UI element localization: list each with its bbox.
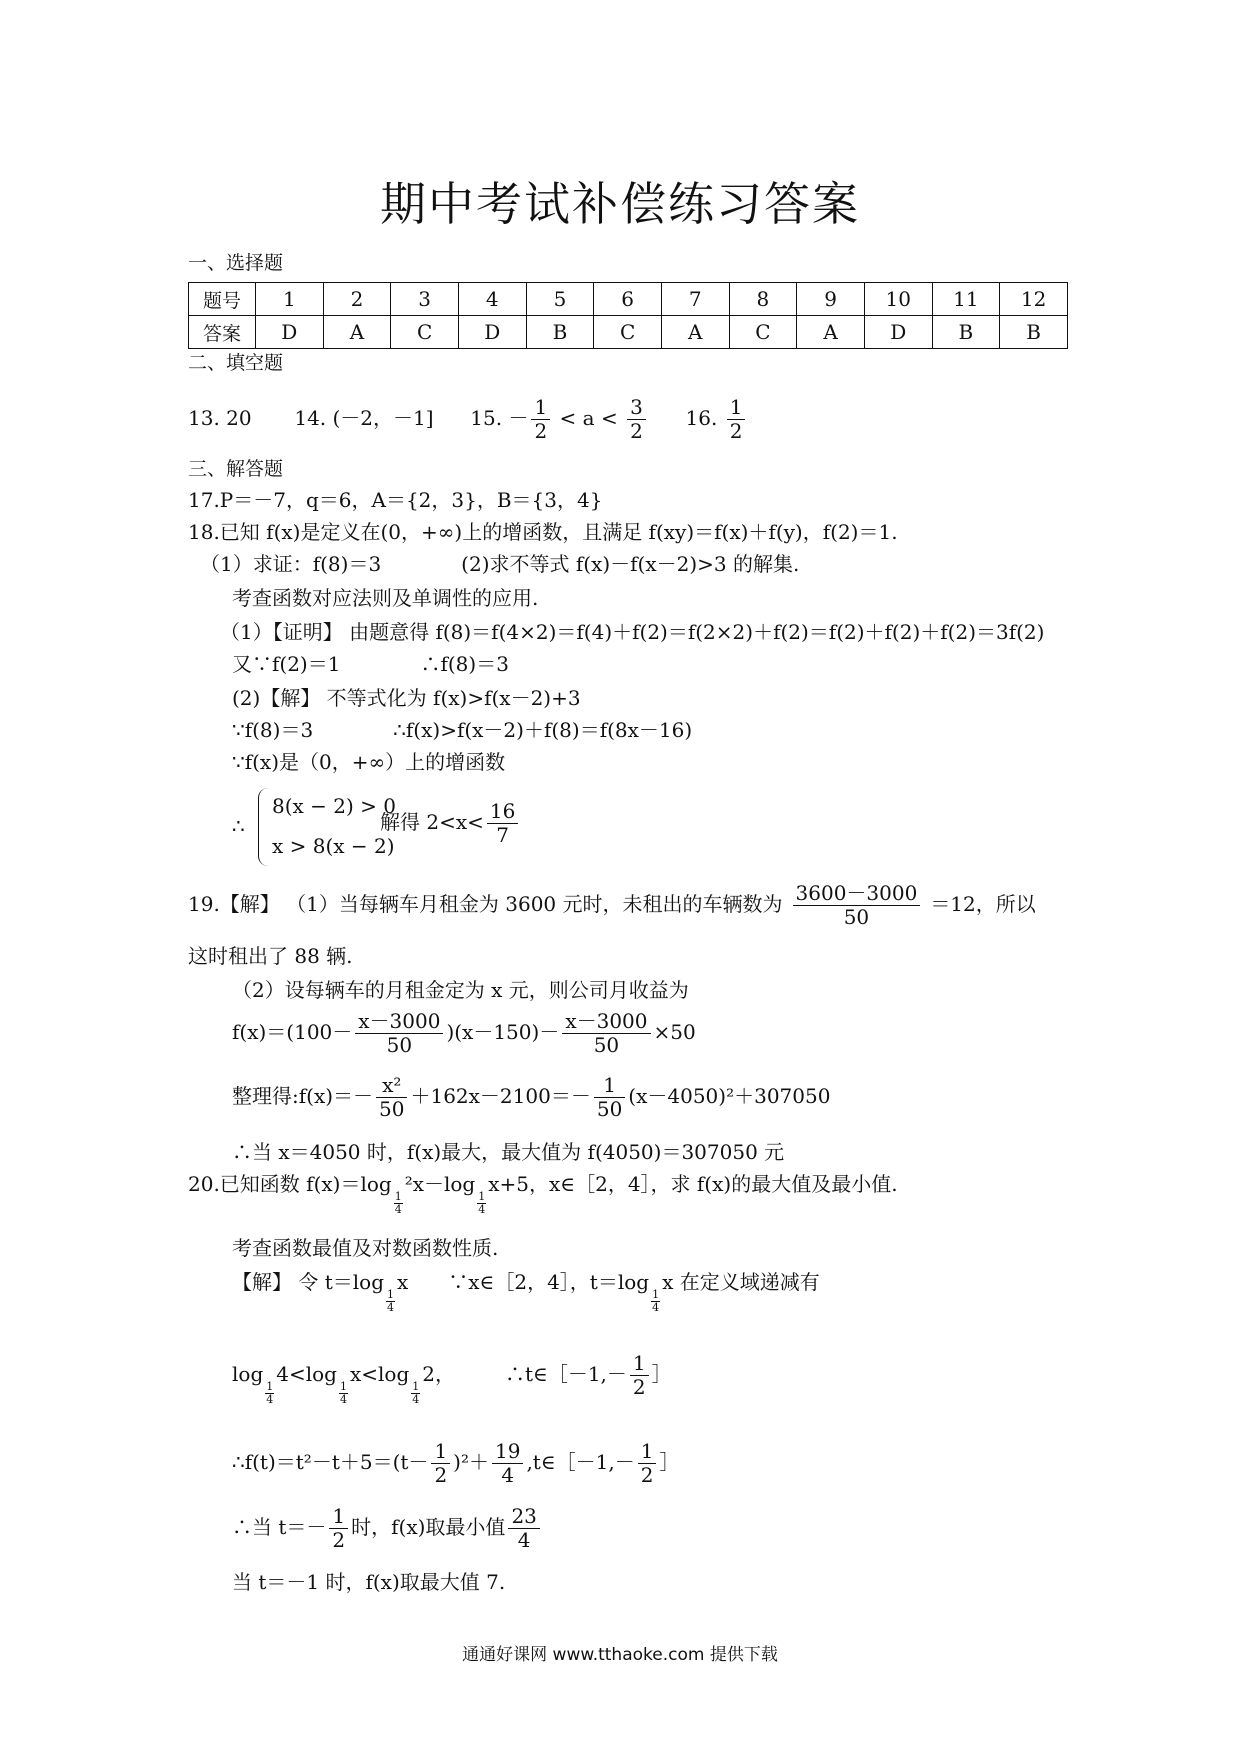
log-base: $\frac{1}{4}$ <box>387 1288 394 1314</box>
solution-19-max: ∴当 x＝4050 时，f(x)最大，最大值为 f(4050)＝307050 元 <box>232 1140 785 1164</box>
log-base: $\frac{1}{4}$ <box>652 1288 660 1314</box>
fraction: $\frac{1}{2}$ <box>630 1352 649 1399</box>
table-cell: 8 <box>729 283 797 316</box>
solution-20-line3: ∴f(t)＝t²－t＋5＝(t－ $\frac{1}{2}$ )²＋ $\frac{19}{4}$ ,t∈［－1,－ $\frac{1}{2}$ ］ <box>232 1439 680 1487</box>
solution-18: (2)【解】 不等式化为 f(x)>f(x－2)+3 <box>232 686 581 710</box>
solution-18-result: 解得 2<x< $\frac{16}{7}$ <box>380 800 521 847</box>
problem-20: 20.已知函数 f(x)＝log $\frac{1}{4}$ ²x－log $\frac{1}{4}$ x+5，x∈［2，4］，求 f(x)的最大值及最小值. <box>188 1172 898 1216</box>
table-head-number: 题号 <box>189 283 256 316</box>
table-cell: 4 <box>458 283 526 316</box>
solution-19-formula: f(x)＝(100－ $\frac{x-3000}{50}$ )(x－150)－ $\frac{x-3000}{50}$ ×50 <box>232 1009 696 1057</box>
table-cell: 6 <box>594 283 662 316</box>
solution-19-line1: 19.【解】 （1）当每辆车月租金为 3600 元时，未租出的车辆数为 $\frac{3600-3000}{50}$ ＝12，所以 <box>188 881 1036 929</box>
section-choice: 一、选择题 <box>188 252 284 274</box>
fill-q15-label: 15. － <box>470 406 529 430</box>
table-cell: A <box>797 316 865 349</box>
solution-20-min: ∴当 t＝－ $\frac{1}{2}$ 时，f(x)取最小值 $\frac{23}{4}$ <box>232 1505 543 1552</box>
fill-answers <box>188 396 748 443</box>
fraction: $\frac{\text{x²}}{50}$ <box>376 1074 407 1121</box>
fraction: $\frac{1}{2}$ <box>638 1440 657 1487</box>
table-cell: 7 <box>661 283 729 316</box>
table-cell: 9 <box>797 283 865 316</box>
log-base: $\frac{1}{4}$ <box>478 1190 486 1216</box>
fill-q14: 14. (－2，－1] <box>294 406 434 430</box>
table-cell: B <box>526 316 594 349</box>
page-title: 期中考试补偿练习答案 <box>380 177 860 231</box>
solution-20-line1: 【解】 令 t＝log $\frac{1}{4}$ x ∵x∈［2，4］，t＝log $\frac{1}{4}$ x 在定义域递减有 <box>232 1270 820 1314</box>
table-cell: D <box>458 316 526 349</box>
fraction: $\frac{19}{4}$ <box>492 1440 523 1487</box>
fill-q16-label: 16. <box>685 406 718 430</box>
table-row-answers <box>189 316 1068 349</box>
fraction: $\frac{1}{2}$ <box>431 1440 450 1487</box>
answer-17: 17.P＝－7，q＝6，A＝{2，3}，B＝{3，4} <box>188 488 603 512</box>
log-base: $\frac{1}{4}$ <box>412 1380 420 1406</box>
table-cell: 5 <box>526 283 594 316</box>
fraction: $\frac{3}{2}$ <box>627 396 646 443</box>
fraction: $\frac{23}{4}$ <box>508 1505 539 1552</box>
solution-18-c: ∵f(x)是（0，+∞）上的增函数 <box>232 750 506 774</box>
table-row-numbers <box>189 283 1068 316</box>
proof-18-b: 又∵f(2)＝1 ∴f(8)＝3 <box>232 652 509 676</box>
table-cell: 2 <box>323 283 391 316</box>
table-cell: C <box>594 316 662 349</box>
fraction: $\frac{3600-3000}{50}$ <box>793 882 921 929</box>
fraction: $\frac{x-3000}{50}$ <box>562 1010 650 1057</box>
table-cell: 1 <box>256 283 324 316</box>
proof-18: （1）【证明】 由题意得 f(8)＝f(4×2)＝f(4)＋f(2)＝f(2×2)＋f(2)＝f(2)＋f(2)＋f(2)＝3f(2) <box>220 620 1045 644</box>
table-cell: B <box>1000 316 1068 349</box>
fraction: $\frac{x-3000}{50}$ <box>355 1010 443 1057</box>
section-solution: 三、解答题 <box>188 458 284 480</box>
note-18: 考查函数对应法则及单调性的应用. <box>232 586 539 610</box>
fill-q13: 13. 20 <box>188 406 252 430</box>
table-cell: C <box>729 316 797 349</box>
answer-table <box>188 282 1068 349</box>
fraction: $\frac{1}{2}$ <box>329 1505 348 1552</box>
problem-18-parts: （1）求证：f(8)＝3 (2)求不等式 f(x)－f(x－2)>3 的解集. <box>200 552 800 576</box>
table-cell: 11 <box>932 283 1000 316</box>
therefore-symbol: ∴ <box>232 814 245 838</box>
log-base: $\frac{1}{4}$ <box>339 1380 347 1406</box>
table-cell: A <box>323 316 391 349</box>
fraction: $\frac{16}{7}$ <box>487 800 518 847</box>
table-cell: 12 <box>1000 283 1068 316</box>
fraction: $\frac{1}{50}$ <box>594 1074 625 1121</box>
system-line-1: 8(x − 2) > 0 <box>272 794 397 818</box>
fill-q15-mid: < a < <box>559 406 618 430</box>
fraction: $\frac{1}{2}$ <box>727 396 746 443</box>
section-fill: 二、填空题 <box>188 352 284 374</box>
table-cell: A <box>661 316 729 349</box>
brace <box>258 788 269 866</box>
fraction: $\frac{1}{2}$ <box>531 396 550 443</box>
solution-20-max: 当 t＝－1 时，f(x)取最大值 7. <box>232 1570 506 1594</box>
table-cell: C <box>391 316 459 349</box>
solution-19-line3: （2）设每辆车的月租金定为 x 元，则公司月收益为 <box>232 978 689 1002</box>
solution-19-line2: 这时租出了 88 辆. <box>188 944 353 968</box>
table-head-answer: 答案 <box>189 316 256 349</box>
table-cell: 10 <box>864 283 932 316</box>
table-cell: D <box>864 316 932 349</box>
log-base: $\frac{1}{4}$ <box>394 1190 402 1216</box>
note-20: 考查函数最值及对数函数性质. <box>232 1236 499 1260</box>
solution-20-line2: log $\frac{1}{4}$ 4<log $\frac{1}{4}$ x<log $\frac{1}{4}$ 2， ∴t∈［－1,－ $\frac{1}{2}$ ］ <box>232 1351 672 1406</box>
footer-source: 通通好课网 www.tthaoke.com 提供下载 <box>462 1645 778 1665</box>
solution-18-b: ∵f(8)＝3 ∴f(x)>f(x－2)＋f(8)＝f(8x－16) <box>232 718 693 742</box>
table-cell: B <box>932 316 1000 349</box>
table-cell: D <box>256 316 324 349</box>
problem-18: 18.已知 f(x)是定义在(0，+∞)上的增函数，且满足 f(xy)＝f(x)＋f(y)，f(2)＝1. <box>188 520 898 544</box>
system-line-2: x > 8(x − 2) <box>272 834 395 858</box>
solution-19-simplified: 整理得:f(x)＝－ $\frac{\text{x²}}{50}$ ＋162x－2100＝－ $\frac{1}{50}$ (x－4050)²＋307050 <box>232 1073 831 1121</box>
table-cell: 3 <box>391 283 459 316</box>
log-base: $\frac{1}{4}$ <box>266 1380 274 1406</box>
